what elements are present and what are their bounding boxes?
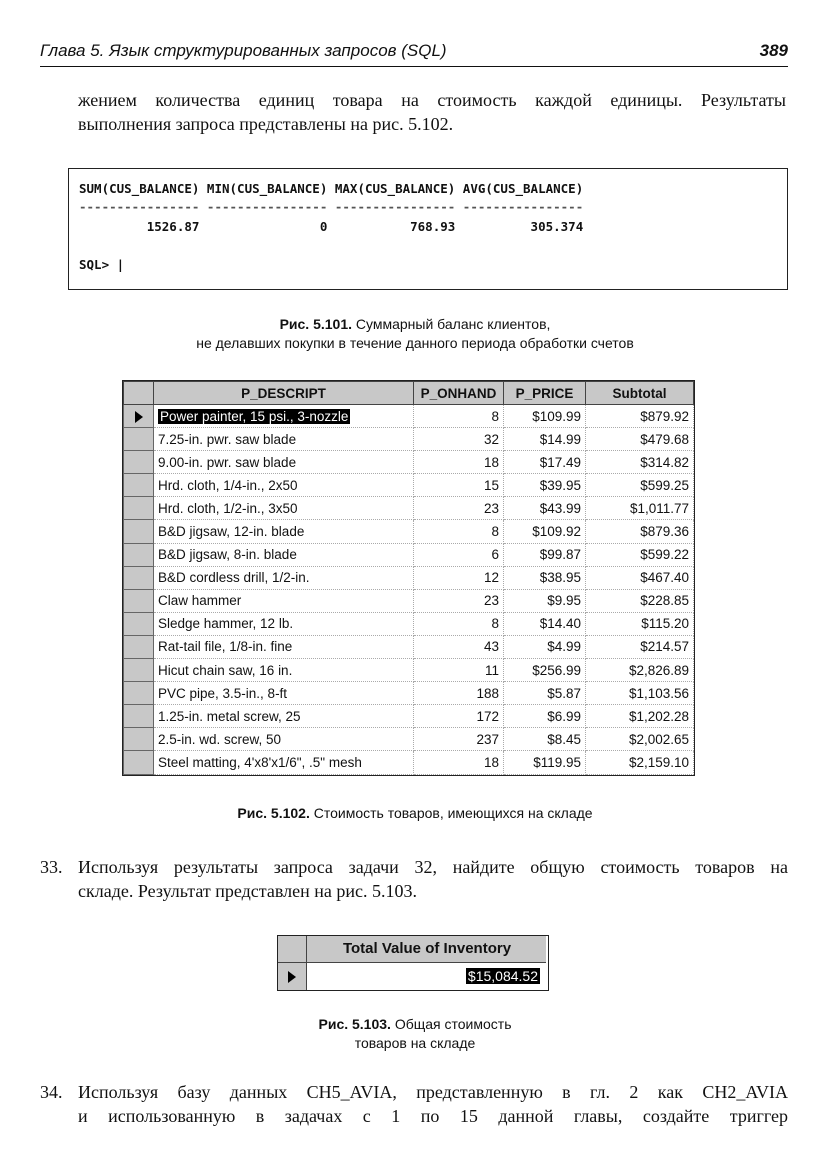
column-header[interactable]: Subtotal [586,382,694,405]
cell-value: $256.99 [532,662,581,678]
table-cell[interactable] [154,428,414,451]
table-cell[interactable] [504,543,586,566]
row-selector[interactable] [124,682,154,705]
cell-value: B&D jigsaw, 8-in. blade [158,547,297,563]
row-selector[interactable] [124,428,154,451]
table-cell[interactable] [414,635,504,658]
task-number: 33. [40,857,63,877]
caption-text: Стоимость товаров, имеющихся на складе [313,805,593,821]
table-cell[interactable] [154,543,414,566]
column-header[interactable]: Total Value of Inventory [342,940,512,957]
table-cell[interactable] [504,405,586,428]
table-cell[interactable] [414,705,504,728]
row-selector[interactable] [124,751,154,774]
table-cell[interactable] [154,682,414,705]
cell-value: 15 [483,477,499,493]
table-cell[interactable] [504,635,586,658]
cell-value: $8.45 [547,731,581,747]
table-cell[interactable] [504,497,586,520]
row-selector[interactable] [124,474,154,497]
cell-value: $1,011.77 [629,500,689,516]
table-row[interactable] [124,589,694,612]
intro-paragraph [78,88,786,136]
cell-value: 237 [476,731,499,747]
cell-value: Rat-tail file, 1/8-in. fine [158,639,293,655]
cell-value: $38.95 [539,570,581,586]
table-cell[interactable] [504,474,586,497]
cell-value: $467.40 [640,570,689,586]
table-cell[interactable] [414,612,504,635]
table-cell[interactable] [414,451,504,474]
cell-value: $879.36 [640,524,689,540]
row-selector-header[interactable] [278,936,307,962]
cell-value: $14.40 [539,616,581,632]
cell-value: $39.95 [539,477,581,493]
task-line: Используя базу данных CH5_AVIA, представленную в гл. 2 как CH2_AVIA [78,1082,788,1102]
table-cell[interactable] [504,612,586,635]
cell-value: Hicut chain saw, 16 in. [158,662,293,678]
cell-value: 43 [483,639,499,655]
column-header[interactable]: P_DESCRIPT [154,382,414,405]
cell-value: 1.25-in. metal screw, 25 [158,708,301,724]
column-header[interactable]: P_ONHAND [414,382,504,405]
table-cell[interactable] [586,612,694,635]
row-selector[interactable] [124,705,154,728]
cell-value: $109.92 [532,524,581,540]
table-cell[interactable] [414,497,504,520]
table-cell[interactable] [504,728,586,751]
cell-value: 188 [476,685,499,701]
table-cell[interactable] [154,520,414,543]
table-cell[interactable] [154,405,414,428]
table-row[interactable] [124,612,694,635]
figure-caption-102 [100,804,730,823]
row-selector[interactable] [124,589,154,612]
sql-dashes: ---------------- ---------------- ---------------- ---------------- [79,199,584,214]
row-selector[interactable] [278,963,307,990]
table-row[interactable] [124,566,694,589]
row-selector[interactable] [124,543,154,566]
cell-value: $6.99 [547,708,581,724]
cell-value: $228.85 [640,593,689,609]
cell-value: $879.92 [640,408,689,424]
table-cell[interactable] [586,451,694,474]
table-cell[interactable] [154,705,414,728]
table-cell[interactable] [504,520,586,543]
cell-value: 172 [476,708,499,724]
sql-values: 1526.87 0 768.93 305.374 [79,219,584,234]
cell-value: Sledge hammer, 12 lb. [158,616,294,632]
cell-value: $43.99 [539,500,581,516]
table-row[interactable] [124,705,694,728]
caption-label: Рис. 5.102. [237,805,310,821]
cell-value: $2,826.89 [628,662,689,678]
table-cell[interactable] [154,497,414,520]
sql-output-box [68,168,788,290]
cell-value: PVC pipe, 3.5-in., 8-ft [158,685,288,701]
table-row[interactable] [124,405,694,428]
cell-value: $99.87 [539,547,581,563]
table-cell[interactable] [154,728,414,751]
total-value-cell[interactable]: $15,084.52 [467,968,538,984]
table-cell[interactable] [154,566,414,589]
cell-value: $5.87 [547,685,581,701]
table-row[interactable] [124,474,694,497]
table-cell[interactable] [504,659,586,682]
table-row[interactable] [124,543,694,566]
cell-value: $2,159.10 [628,754,689,770]
cell-value: $2,002.65 [628,731,689,747]
cell-value: $4.99 [547,639,581,655]
cell-value: Claw hammer [158,593,242,609]
cell-value: $14.99 [539,431,581,447]
cell-value: $599.25 [640,477,689,493]
table-cell[interactable] [414,682,504,705]
table-row[interactable] [124,428,694,451]
table-cell[interactable] [586,682,694,705]
cell-value: $599.22 [640,547,689,563]
table-row[interactable] [124,520,694,543]
datasheet-grid [122,380,695,776]
cell-value: Hrd. cloth, 1/4-in., 2x50 [158,477,298,493]
cell-value: 23 [483,593,499,609]
table-cell[interactable] [586,728,694,751]
caption-text: товаров на складе [354,1035,476,1051]
sql-prompt: SQL> | [79,257,125,272]
table-row[interactable] [124,451,694,474]
table-cell[interactable] [414,751,504,774]
table-cell[interactable] [586,705,694,728]
table-cell[interactable] [414,566,504,589]
table-cell[interactable] [154,635,414,658]
row-selector[interactable] [124,520,154,543]
total-data-row [278,963,546,990]
cell-value: $314.82 [640,454,689,470]
cell-value: B&D jigsaw, 12-in. blade [158,524,305,540]
table-row[interactable] [124,659,694,682]
table-cell[interactable] [154,589,414,612]
table-cell[interactable] [414,520,504,543]
figure-caption-101 [100,315,730,353]
table-cell[interactable] [414,405,504,428]
cell-value: 9.00-in. pwr. saw blade [158,454,297,470]
row-selector-header[interactable] [124,382,154,405]
figure-caption-103 [200,1015,630,1053]
cell-value: $9.95 [547,593,581,609]
cell-value: 6 [491,547,499,563]
cell-value: B&D cordless drill, 1/2-in. [158,570,310,586]
row-selector[interactable] [124,659,154,682]
cell-value: 18 [483,754,499,770]
table-row[interactable] [124,682,694,705]
table-cell[interactable] [414,728,504,751]
table-cell[interactable] [586,635,694,658]
table-cell[interactable] [586,589,694,612]
current-record-arrow-icon [135,411,143,423]
table-cell[interactable] [586,659,694,682]
table-cell[interactable] [154,659,414,682]
cell-value: $479.68 [640,431,689,447]
cell-value: $115.20 [641,616,689,632]
cell-value: 7.25-in. pwr. saw blade [158,431,297,447]
table-cell[interactable] [586,566,694,589]
cell-value: 8 [491,408,499,424]
table-cell[interactable] [586,405,694,428]
table-cell[interactable] [414,659,504,682]
table-cell[interactable] [504,428,586,451]
table-cell[interactable] [586,543,694,566]
table-cell[interactable] [586,520,694,543]
table-row[interactable] [124,728,694,751]
table-cell[interactable] [414,543,504,566]
column-header[interactable]: P_PRICE [504,382,586,405]
cell-value: 12 [483,570,499,586]
table-cell[interactable] [414,474,504,497]
task-line: и использованную в задачах с 1 по 15 данной главы, создайте триггер [78,1106,788,1126]
cell-value: $17.49 [539,454,581,470]
caption-label: Рис. 5.103. [318,1016,391,1032]
row-selector[interactable] [124,497,154,520]
table-cell[interactable] [586,497,694,520]
table-cell[interactable] [504,451,586,474]
cell-value: 8 [491,616,499,632]
task-line: Используя результаты запроса задачи 32, найдите общую стоимость товаров на [78,857,788,877]
table-cell[interactable] [504,682,586,705]
table-cell[interactable] [504,705,586,728]
cell-value: 18 [483,454,499,470]
task-number: 34. [40,1082,63,1102]
caption-label: Рис. 5.101. [279,316,353,332]
page-number: 389 [759,41,788,60]
row-selector[interactable] [124,405,154,428]
total-header-row [278,936,546,963]
cell-value: 2.5-in. wd. screw, 50 [158,731,282,747]
caption-text: не делавших покупки в течение данного периода обработки счетов [196,335,634,351]
table-cell[interactable] [586,474,694,497]
row-selector[interactable] [124,635,154,658]
row-selector[interactable] [124,612,154,635]
task-line: складе. Результат представлен на рис. 5.103. [78,881,417,901]
table-cell[interactable] [154,451,414,474]
sql-headers: SUM(CUS_BALANCE) MIN(CUS_BALANCE) MAX(CUS_BALANCE) AVG(CUS_BALANCE) [79,181,584,196]
cell-value: 8 [491,524,499,540]
cell-value: 32 [483,431,499,447]
table-cell[interactable] [504,566,586,589]
table-cell[interactable] [414,428,504,451]
cell-value: $109.99 [532,408,581,424]
cell-value: Steel matting, 4'x8'x1/6", .5" mesh [158,754,362,770]
cell-value: $214.57 [640,639,689,655]
caption-text: Суммарный баланс клиентов, [355,316,551,332]
table-row[interactable] [124,497,694,520]
caption-text: Общая стоимость [394,1016,512,1032]
intro-line: выполнения запроса представлены на рис. 5.102. [78,114,454,134]
cell-value: $119.95 [533,754,581,770]
row-selector[interactable] [124,451,154,474]
table-cell[interactable] [414,589,504,612]
cell-value: Hrd. cloth, 1/2-in., 3x50 [158,500,298,516]
row-selector[interactable] [124,728,154,751]
cell-value: 23 [483,500,499,516]
cell-value: 11 [484,662,499,678]
table-cell[interactable] [154,612,414,635]
table-cell[interactable] [504,589,586,612]
table-cell[interactable] [154,474,414,497]
total-value-grid [277,935,549,991]
current-record-arrow-icon [288,971,296,983]
running-header [40,38,788,67]
intro-line: жением количества единиц товара на стоимость каждой единицы. Результаты [78,90,786,110]
cell-value: Power painter, 15 psi., 3-nozzle [160,408,349,424]
table-cell[interactable] [504,751,586,774]
table-row[interactable] [124,751,694,774]
cell-value: $1,202.28 [628,708,689,724]
cell-value: $1,103.56 [628,685,689,701]
table-cell[interactable] [586,751,694,774]
table-row[interactable] [124,635,694,658]
chapter-title: Глава 5. Язык структурированных запросов (SQL) [40,41,447,60]
table-cell[interactable] [586,428,694,451]
row-selector[interactable] [124,566,154,589]
table-cell[interactable] [154,751,414,774]
